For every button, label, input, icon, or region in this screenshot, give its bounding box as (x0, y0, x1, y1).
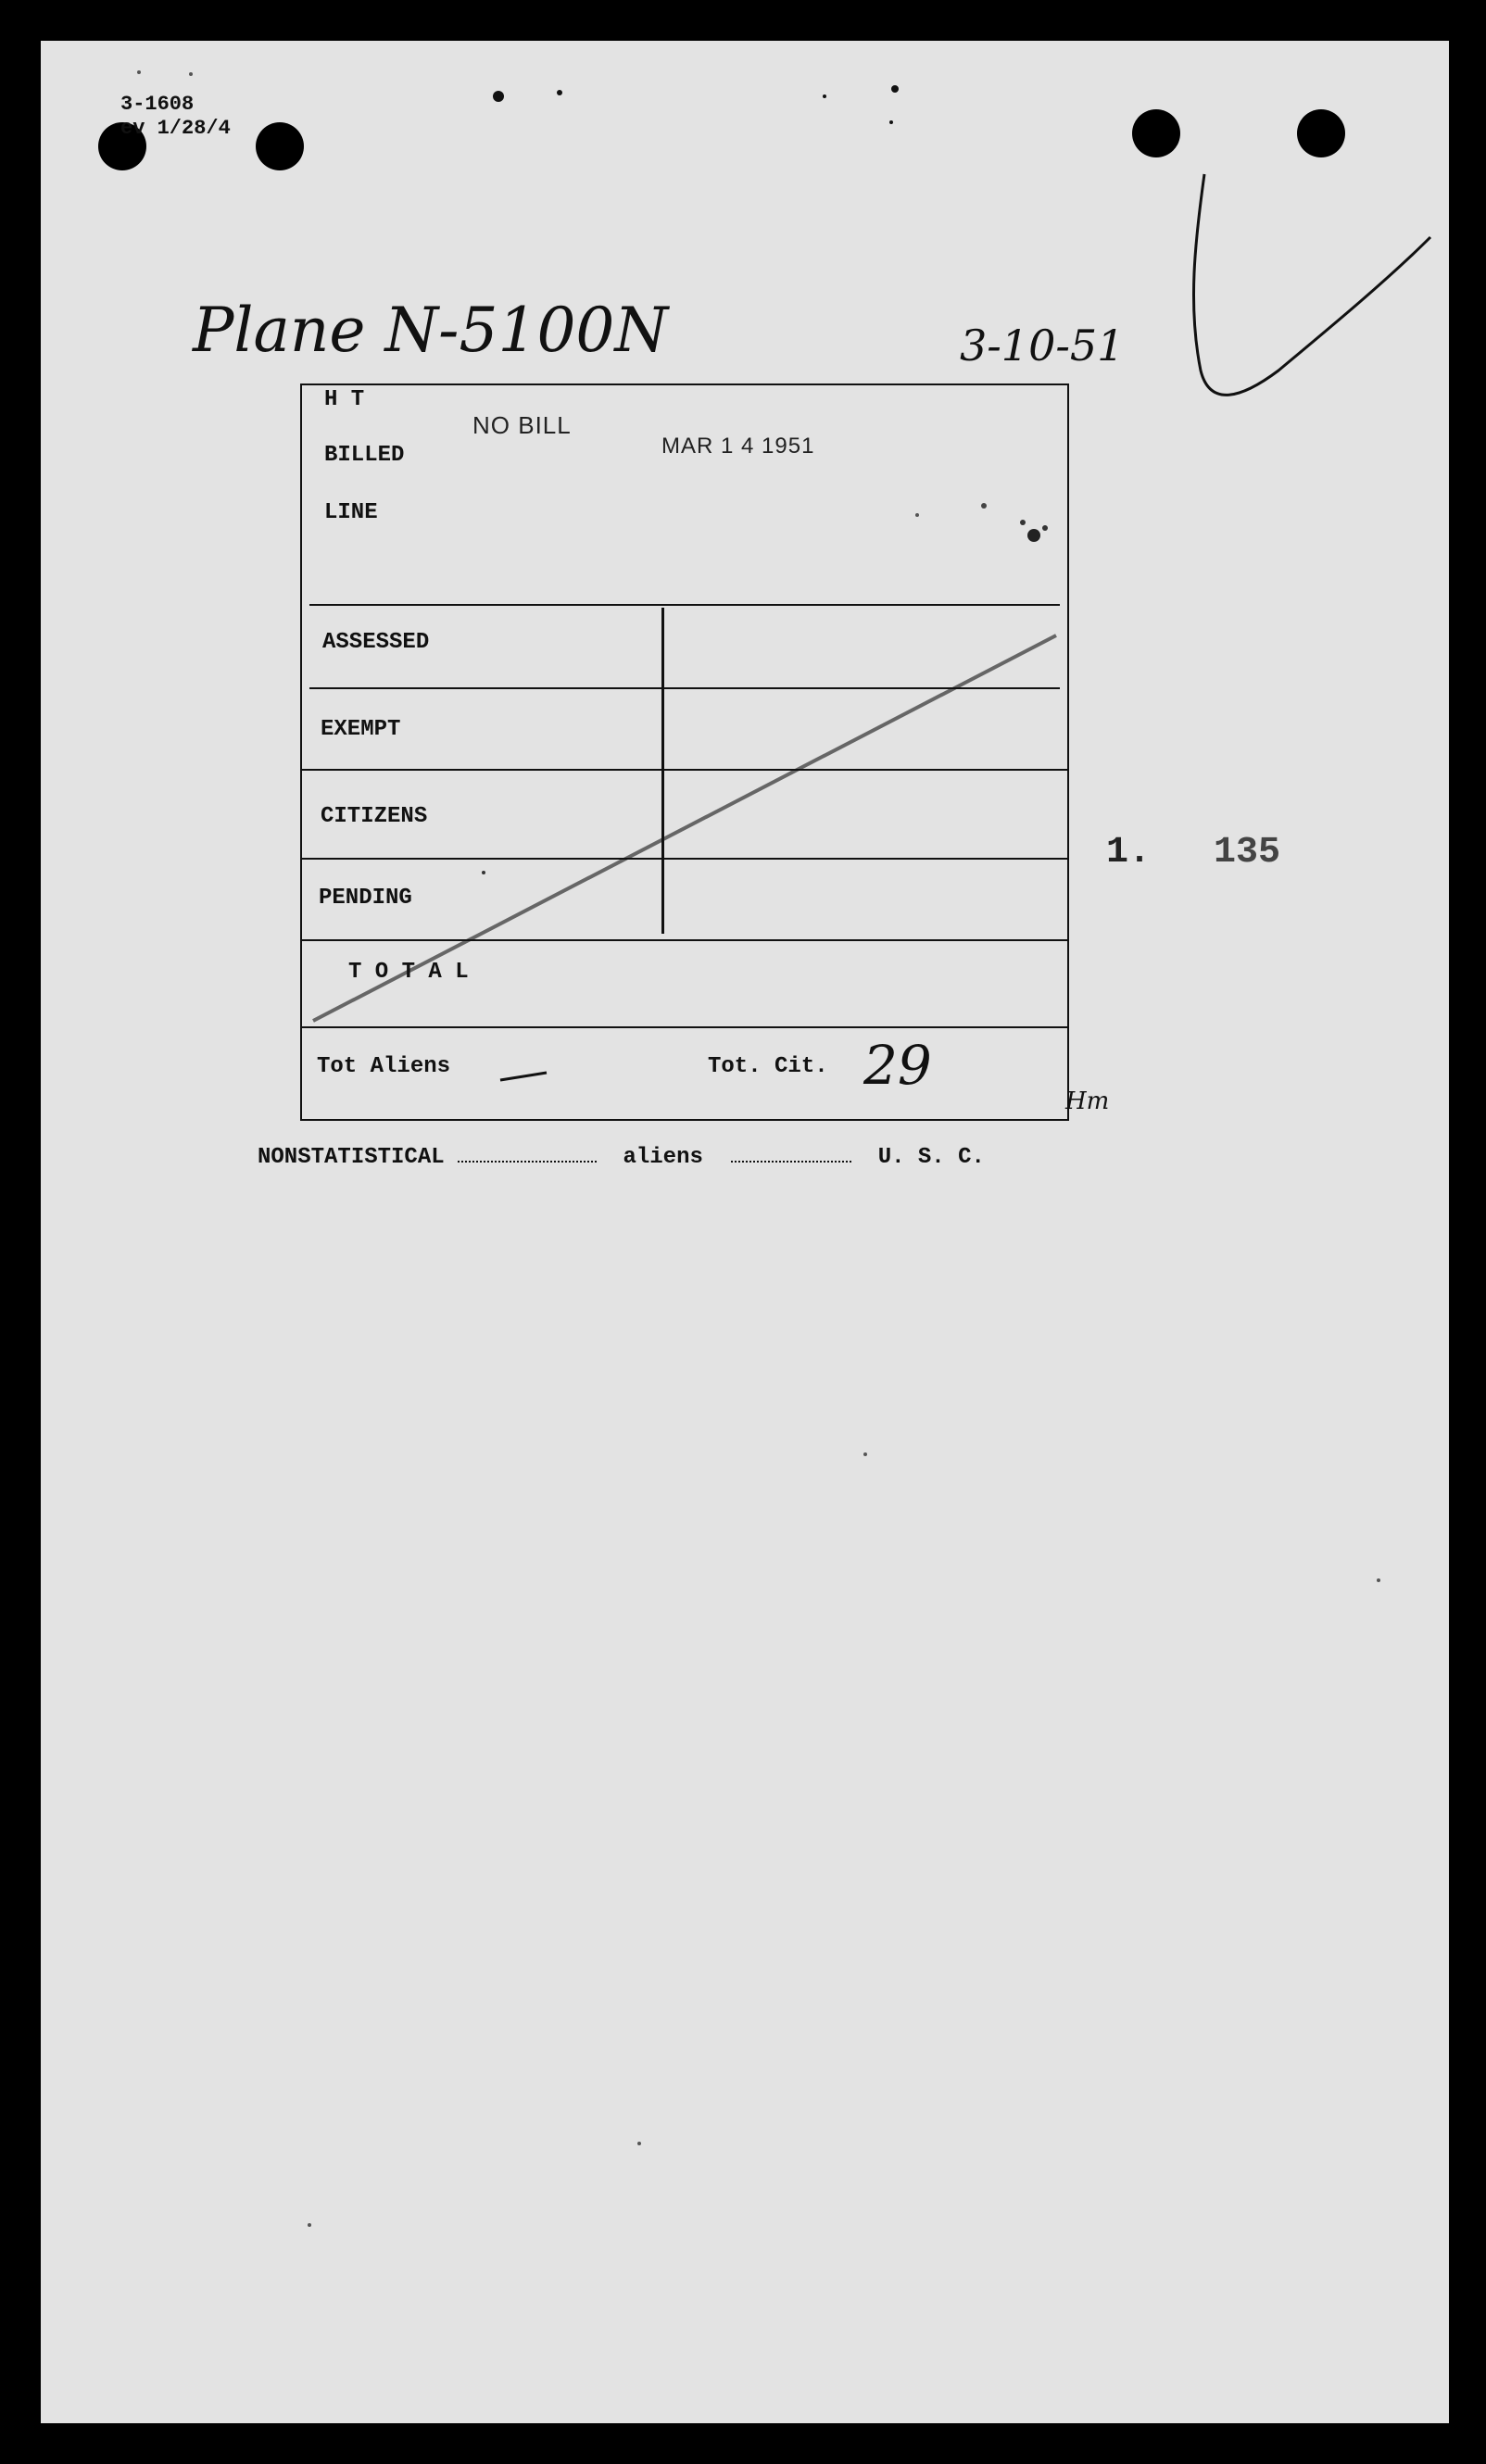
rule-citizens-bottom (302, 858, 1067, 860)
usc-label: U. S. C. (877, 1145, 985, 1170)
label-tot-cit: Tot. Cit. (708, 1054, 828, 1079)
check-mark-stroke (1193, 174, 1430, 395)
nonstatistical-line (258, 1145, 985, 1170)
label-total: T O T A L (348, 960, 469, 985)
handwritten-initials: Hm (1065, 1087, 1110, 1115)
rule-total-bottom (302, 1026, 1067, 1028)
label-assessed: ASSESSED (322, 630, 430, 655)
side-number: 135 (1214, 832, 1281, 874)
rule-pending-bottom (302, 939, 1067, 941)
blank-line (458, 1161, 597, 1163)
date-stamp: MAR 1 4 1951 (661, 434, 815, 459)
form-number: 3-1608 (120, 93, 195, 116)
handwritten-plane-title: Plane N-5100N (193, 295, 669, 366)
no-bill-stamp: NO BILL (472, 411, 572, 439)
column-divider (661, 608, 664, 934)
side-mark: 1. (1106, 832, 1152, 874)
rule-assessed-bottom (309, 687, 1060, 689)
aliens-label: aliens (623, 1145, 703, 1170)
label-tot-aliens: Tot Aliens (317, 1054, 451, 1079)
tot-cit-value: 29 (863, 1034, 932, 1097)
label-citizens: CITIZENS (321, 804, 428, 829)
blank-line (731, 1161, 851, 1163)
label-pending: PENDING (319, 886, 412, 911)
rule-header-bottom (309, 604, 1060, 606)
form-revision: ev 1/28/4 (120, 117, 231, 140)
label-billed: BILLED (324, 443, 405, 468)
label-line: LINE (324, 500, 378, 525)
label-ht: H T (324, 387, 365, 412)
handwritten-date: 3-10-51 (960, 321, 1125, 371)
form-box (300, 383, 1069, 1121)
label-exempt: EXEMPT (321, 717, 401, 742)
rule-exempt-bottom (302, 769, 1067, 771)
nonstatistical-label: NONSTATISTICAL (258, 1145, 445, 1170)
